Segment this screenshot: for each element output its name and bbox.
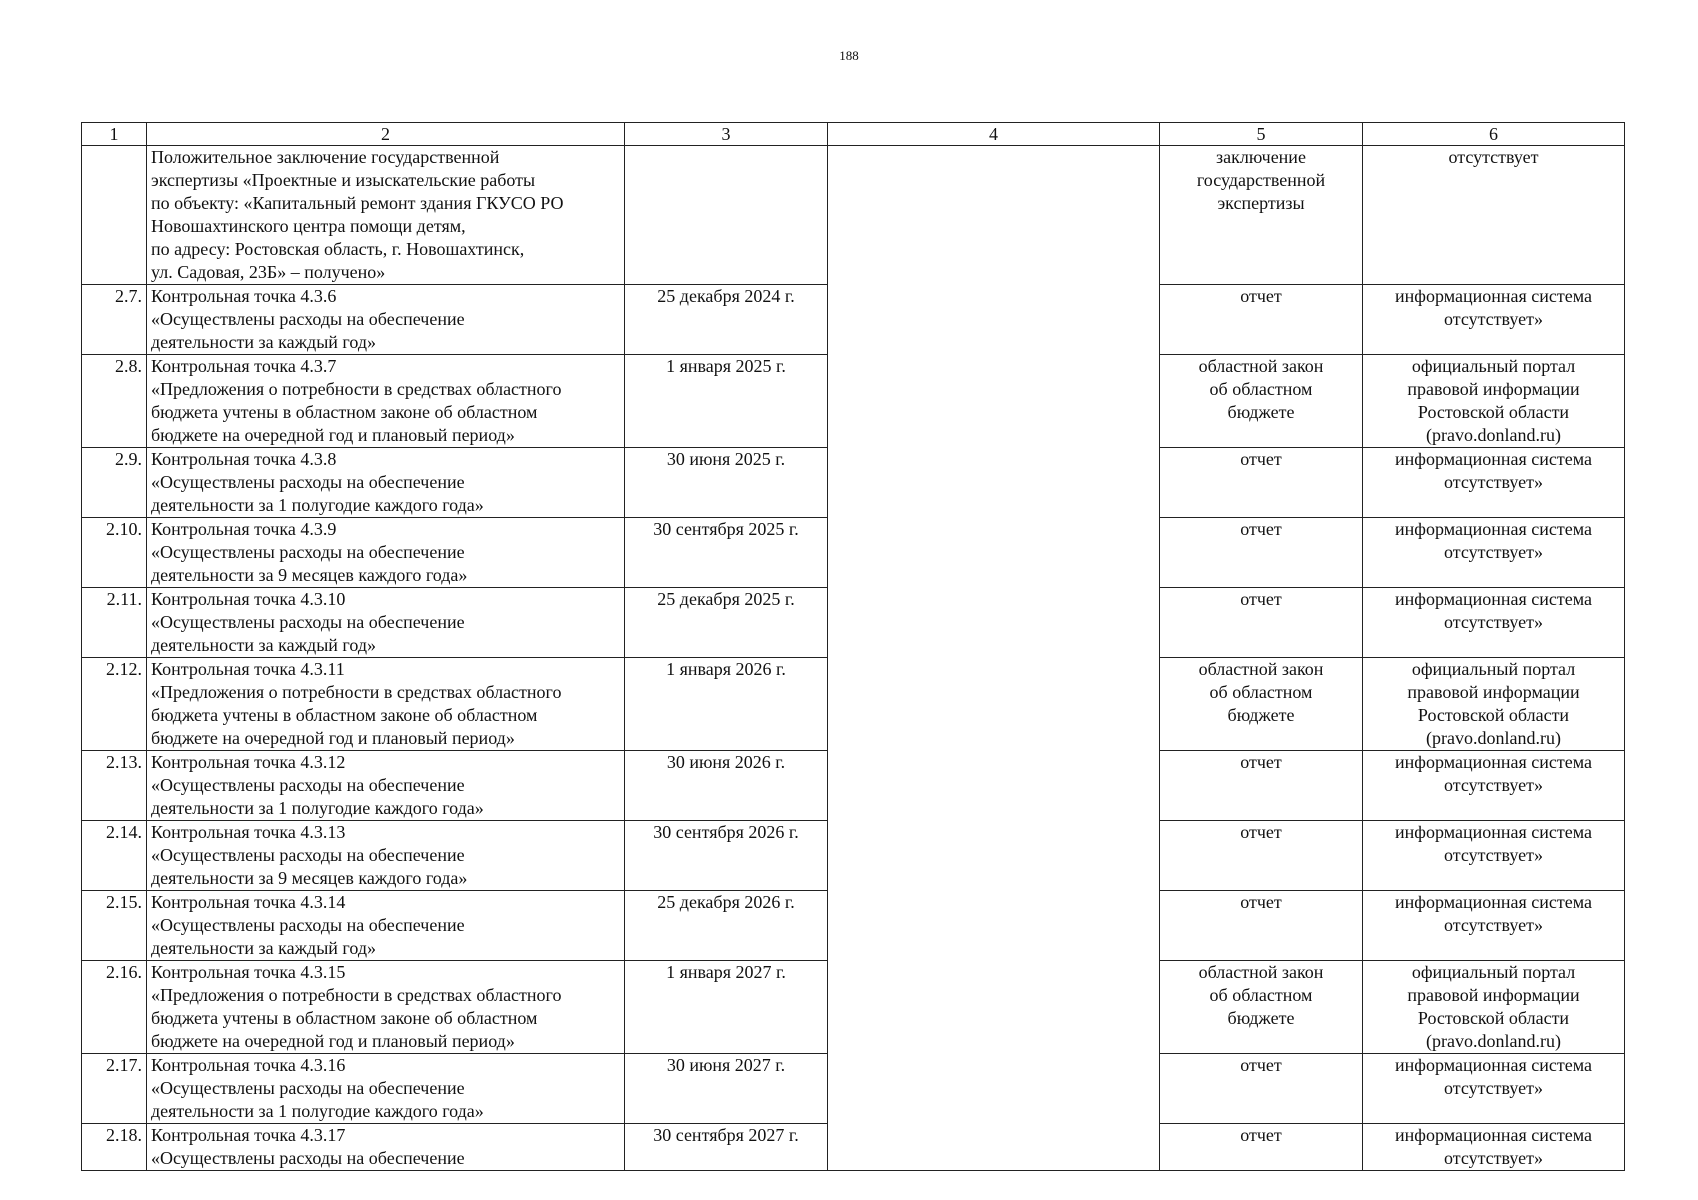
- event-name-cell: [147, 891, 625, 961]
- info-system-cell: [1363, 146, 1625, 285]
- document-type-line: отчет: [1240, 449, 1282, 469]
- event-name-line: «Осуществлены расходы на обеспечение: [151, 775, 465, 795]
- event-name-line: Контрольная точка 4.3.11: [151, 659, 345, 679]
- document-type-line: об областном: [1209, 379, 1313, 399]
- row-number: 2.14.: [82, 821, 147, 891]
- info-system-cell: [1363, 448, 1625, 518]
- info-system-line: отсутствует»: [1443, 1148, 1544, 1168]
- info-system-line: отсутствует»: [1443, 845, 1544, 865]
- document-type-line: отчет: [1240, 892, 1282, 912]
- event-name-line: «Осуществлены расходы на обеспечение: [151, 915, 465, 935]
- info-system-line: информационная система: [1395, 822, 1592, 842]
- info-system-cell: [1363, 518, 1625, 588]
- document-type-line: отчет: [1240, 1125, 1282, 1145]
- document-type-line: об областном: [1209, 682, 1313, 702]
- column-header: 5: [1160, 123, 1363, 146]
- event-name-line: ул. Садовая, 23Б» – получено»: [151, 262, 386, 282]
- event-name-cell: [147, 355, 625, 448]
- event-name-cell: [147, 285, 625, 355]
- row-number: 2.9.: [82, 448, 147, 518]
- info-system-line: Ростовской области: [1417, 1008, 1570, 1028]
- info-system-cell: [1363, 751, 1625, 821]
- info-system-line: официальный портал: [1411, 356, 1576, 376]
- event-name-cell: [147, 518, 625, 588]
- due-date-cell: 1 января 2025 г.: [625, 355, 828, 448]
- event-name-line: деятельности за 1 полугодие каждого года»: [151, 798, 484, 818]
- event-name-cell: [147, 658, 625, 751]
- due-date-cell: 30 июня 2025 г.: [625, 448, 828, 518]
- document-type-cell: [1160, 588, 1363, 658]
- due-date-cell: 30 июня 2026 г.: [625, 751, 828, 821]
- row-number: 2.11.: [82, 588, 147, 658]
- event-name-line: деятельности за каждый год»: [151, 938, 376, 958]
- document-type-line: экспертизы: [1217, 193, 1305, 213]
- due-date-cell: [625, 146, 828, 285]
- document-type-line: заключение: [1216, 147, 1306, 167]
- row-number: 2.17.: [82, 1054, 147, 1124]
- event-name-line: деятельности за каждый год»: [151, 332, 376, 352]
- event-name-line: Контрольная точка 4.3.6: [151, 286, 337, 306]
- event-name-line: Контрольная точка 4.3.10: [151, 589, 346, 609]
- row-number: 2.10.: [82, 518, 147, 588]
- event-name-cell: [147, 961, 625, 1054]
- event-name-line: «Осуществлены расходы на обеспечение: [151, 472, 465, 492]
- info-system-cell: [1363, 658, 1625, 751]
- info-system-line: отсутствует»: [1443, 915, 1544, 935]
- document-type-cell: [1160, 821, 1363, 891]
- event-name-line: бюджета учтены в областном законе об областном: [151, 705, 538, 725]
- info-system-line: отсутствует»: [1443, 309, 1544, 329]
- info-system-line: информационная система: [1395, 892, 1592, 912]
- document-type-cell: [1160, 1054, 1363, 1124]
- due-date-cell: 30 сентября 2026 г.: [625, 821, 828, 891]
- document-type-line: отчет: [1240, 822, 1282, 842]
- document-type-line: отчет: [1240, 752, 1282, 772]
- due-date-cell: 1 января 2027 г.: [625, 961, 828, 1054]
- event-name-cell: [147, 751, 625, 821]
- event-name-line: «Осуществлены расходы на обеспечение: [151, 542, 465, 562]
- event-name-line: Контрольная точка 4.3.7: [151, 356, 337, 376]
- document-type-line: бюджете: [1227, 1008, 1295, 1028]
- event-name-line: бюджета учтены в областном законе об областном: [151, 1008, 538, 1028]
- info-system-line: информационная система: [1395, 1125, 1592, 1145]
- document-type-cell: [1160, 355, 1363, 448]
- document-type-line: государственной: [1196, 170, 1326, 190]
- info-system-line: правовой информации: [1407, 379, 1580, 399]
- row-number: 2.12.: [82, 658, 147, 751]
- event-name-line: «Предложения о потребности в средствах областного: [151, 682, 562, 702]
- info-system-line: (pravo.donland.ru): [1426, 728, 1561, 748]
- info-system-line: отсутствует»: [1443, 612, 1544, 632]
- document-type-line: отчет: [1240, 589, 1282, 609]
- event-name-line: Контрольная точка 4.3.12: [151, 752, 346, 772]
- info-system-cell: [1363, 891, 1625, 961]
- info-system-line: информационная система: [1395, 752, 1592, 772]
- info-system-line: Ростовской области: [1417, 402, 1570, 422]
- event-name-line: Контрольная точка 4.3.9: [151, 519, 337, 539]
- document-type-line: об областном: [1209, 985, 1313, 1005]
- row-number: [82, 146, 147, 285]
- column-header: 6: [1363, 123, 1625, 146]
- event-name-line: Положительное заключение государственной: [151, 147, 500, 167]
- document-type-cell: [1160, 658, 1363, 751]
- document-type-line: отчет: [1240, 286, 1282, 306]
- due-date-cell: 1 января 2026 г.: [625, 658, 828, 751]
- event-name-line: «Осуществлены расходы на обеспечение: [151, 845, 465, 865]
- document-type-line: областной закон: [1198, 356, 1324, 376]
- due-date-cell: 25 декабря 2025 г.: [625, 588, 828, 658]
- document-type-line: областной закон: [1198, 659, 1324, 679]
- event-name-line: по объекту: «Капитальный ремонт здания ГКУСО РО: [151, 193, 564, 213]
- info-system-cell: [1363, 1124, 1625, 1171]
- event-name-line: Контрольная точка 4.3.8: [151, 449, 337, 469]
- column-header: 3: [625, 123, 828, 146]
- event-name-line: бюджета учтены в областном законе об областном: [151, 402, 538, 422]
- event-name-line: бюджете на очередной год и плановый период»: [151, 728, 515, 748]
- header-row: [82, 123, 1625, 146]
- event-name-line: «Предложения о потребности в средствах областного: [151, 985, 562, 1005]
- row-number: 2.16.: [82, 961, 147, 1054]
- event-name-line: «Осуществлены расходы на обеспечение: [151, 1148, 465, 1168]
- info-system-line: отсутствует»: [1443, 1078, 1544, 1098]
- due-date-cell: 30 сентября 2025 г.: [625, 518, 828, 588]
- info-system-line: правовой информации: [1407, 985, 1580, 1005]
- info-system-line: отсутствует»: [1443, 542, 1544, 562]
- document-type-cell: [1160, 518, 1363, 588]
- event-name-line: Контрольная точка 4.3.16: [151, 1055, 346, 1075]
- due-date-cell: 25 декабря 2026 г.: [625, 891, 828, 961]
- row-number: 2.7.: [82, 285, 147, 355]
- info-system-cell: [1363, 961, 1625, 1054]
- info-system-line: официальный портал: [1411, 659, 1576, 679]
- table-body: [82, 146, 1625, 1171]
- info-system-line: информационная система: [1395, 519, 1592, 539]
- info-system-line: Ростовской области: [1417, 705, 1570, 725]
- info-system-cell: [1363, 821, 1625, 891]
- info-system-cell: [1363, 588, 1625, 658]
- document-type-cell: [1160, 448, 1363, 518]
- event-name-line: Контрольная точка 4.3.13: [151, 822, 346, 842]
- event-name-line: деятельности за 9 месяцев каждого года»: [151, 868, 468, 888]
- event-name-line: Контрольная точка 4.3.15: [151, 962, 346, 982]
- document-type-cell: [1160, 285, 1363, 355]
- event-name-line: деятельности за 9 месяцев каждого года»: [151, 565, 468, 585]
- document-type-cell: [1160, 961, 1363, 1054]
- document-type-line: областной закон: [1198, 962, 1324, 982]
- info-system-cell: [1363, 1054, 1625, 1124]
- due-date-cell: 30 июня 2027 г.: [625, 1054, 828, 1124]
- event-name-line: Контрольная точка 4.3.17: [151, 1125, 346, 1145]
- info-system-cell: [1363, 355, 1625, 448]
- event-name-line: деятельности за 1 полугодие каждого года»: [151, 1101, 484, 1121]
- document-type-line: бюджете: [1227, 705, 1295, 725]
- row-number: 2.13.: [82, 751, 147, 821]
- info-system-line: отсутствует»: [1443, 775, 1544, 795]
- event-name-line: бюджете на очередной год и плановый период»: [151, 425, 515, 445]
- column-header: 2: [147, 123, 625, 146]
- event-name-line: по адресу: Ростовская область, г. Новошахтинск,: [151, 239, 525, 259]
- responsible-cell: [828, 146, 1160, 1171]
- info-system-line: правовой информации: [1407, 682, 1580, 702]
- event-name-line: «Осуществлены расходы на обеспечение: [151, 1078, 465, 1098]
- plan-table: [81, 122, 1625, 1171]
- event-name-line: экспертизы «Проектные и изыскательские работы: [151, 170, 536, 190]
- document-type-line: отчет: [1240, 519, 1282, 539]
- event-name-line: Контрольная точка 4.3.14: [151, 892, 346, 912]
- event-name-cell: [147, 588, 625, 658]
- info-system-line: информационная система: [1395, 1055, 1592, 1075]
- event-name-cell: [147, 821, 625, 891]
- row-number: 2.15.: [82, 891, 147, 961]
- event-name-line: бюджете на очередной год и плановый период»: [151, 1031, 515, 1051]
- table-row: [82, 146, 1625, 285]
- event-name-cell: [147, 1124, 625, 1171]
- event-name-cell: [147, 448, 625, 518]
- document-type-line: отчет: [1240, 1055, 1282, 1075]
- due-date-cell: 30 сентября 2027 г.: [625, 1124, 828, 1171]
- info-system-line: отсутствует»: [1443, 472, 1544, 492]
- row-number: 2.18.: [82, 1124, 147, 1171]
- info-system-cell: [1363, 285, 1625, 355]
- event-name-line: деятельности за 1 полугодие каждого года»: [151, 495, 484, 515]
- event-name-cell: [147, 1054, 625, 1124]
- column-header: 1: [82, 123, 147, 146]
- info-system-line: (pravo.donland.ru): [1426, 425, 1561, 445]
- info-system-line: отсутствует: [1448, 147, 1539, 167]
- document-type-cell: [1160, 891, 1363, 961]
- event-name-line: «Осуществлены расходы на обеспечение: [151, 612, 465, 632]
- info-system-line: информационная система: [1395, 449, 1592, 469]
- event-name-line: «Осуществлены расходы на обеспечение: [151, 309, 465, 329]
- document-type-cell: [1160, 1124, 1363, 1171]
- document-type-line: бюджете: [1227, 402, 1295, 422]
- info-system-line: (pravo.donland.ru): [1426, 1031, 1561, 1051]
- document-type-cell: [1160, 751, 1363, 821]
- page-number: 188: [839, 48, 859, 63]
- due-date-cell: 25 декабря 2024 г.: [625, 285, 828, 355]
- event-name-line: Новошахтинского центра помощи детям,: [151, 216, 466, 236]
- event-name-line: деятельности за каждый год»: [151, 635, 376, 655]
- row-number: 2.8.: [82, 355, 147, 448]
- info-system-line: официальный портал: [1411, 962, 1576, 982]
- info-system-line: информационная система: [1395, 589, 1592, 609]
- column-header: 4: [828, 123, 1160, 146]
- document-type-cell: [1160, 146, 1363, 285]
- info-system-line: информационная система: [1395, 286, 1592, 306]
- event-name-line: «Предложения о потребности в средствах областного: [151, 379, 562, 399]
- event-name-cell: [147, 146, 625, 285]
